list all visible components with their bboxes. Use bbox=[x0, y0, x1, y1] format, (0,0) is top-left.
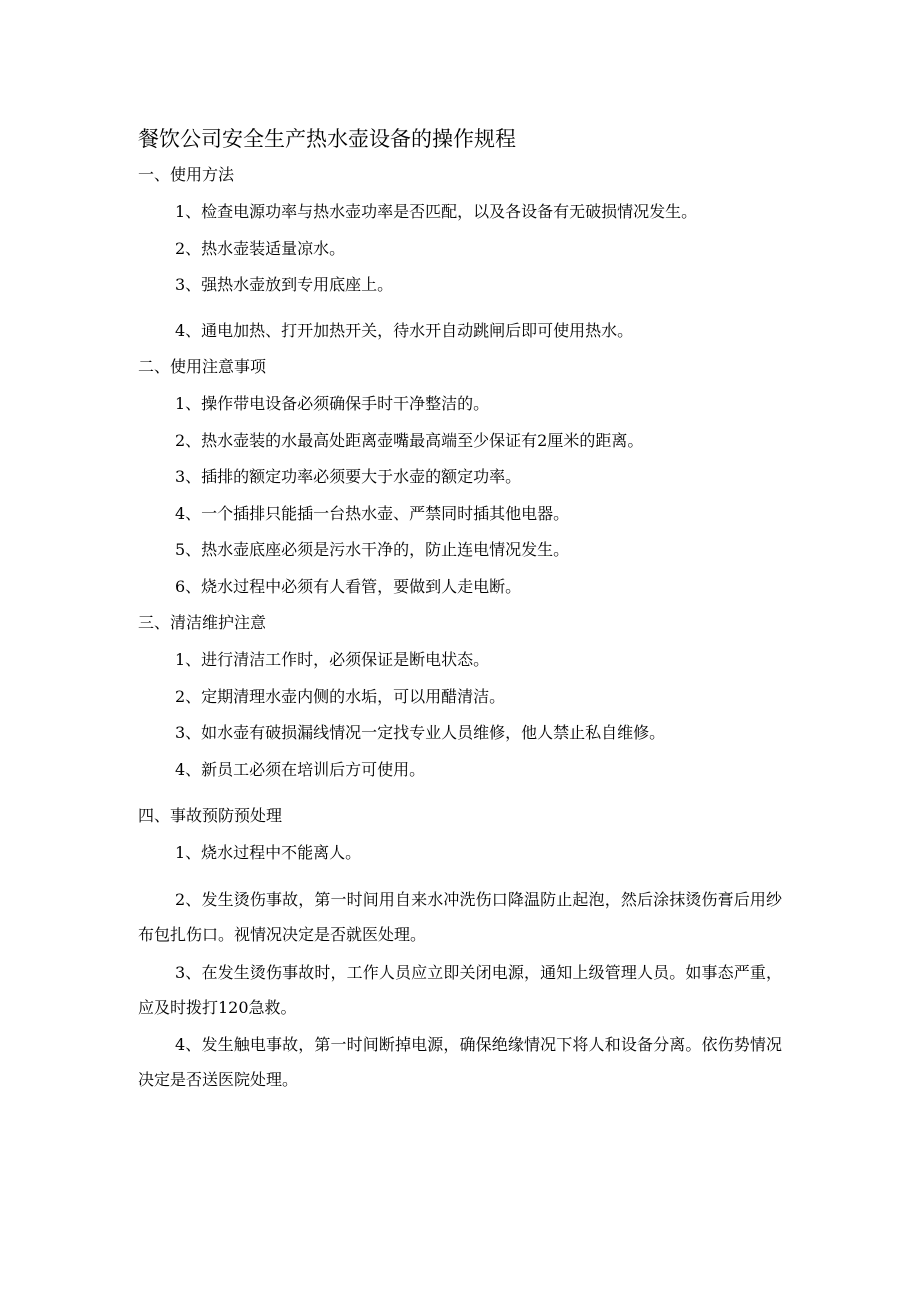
precaution-item-5: 5、热水壶底座必须是污水干净的，防止连电情况发生。 bbox=[175, 540, 570, 559]
accident-item-4: 4、发生触电事故，第一时间断掉电源，确保绝缘情况下将人和设备分离。依伤势情况决定是否送医院处理。 bbox=[138, 1035, 782, 1089]
usage-item-4: 4、通电加热、打开加热开关，待水开自动跳闸后即可使用热水。 bbox=[175, 321, 634, 340]
section-heading-accident: 四、事故预防预处理 bbox=[138, 806, 283, 825]
section-heading-usage: 一、使用方法 bbox=[138, 165, 235, 184]
cleaning-item-3: 3、如水壶有破损漏线情况一定找专业人员维修，他人禁止私自维修。 bbox=[175, 723, 666, 742]
accident-item-1: 1、烧水过程中不能离人。 bbox=[175, 843, 362, 862]
precaution-item-2: 2、热水壶装的水最高处距离壶嘴最高端至少保证有2厘米的距离。 bbox=[175, 431, 644, 450]
cleaning-item-2: 2、定期清理水壶内侧的水垢，可以用醋清洁。 bbox=[175, 687, 506, 706]
usage-item-3: 3、强热水壶放到专用底座上。 bbox=[175, 275, 394, 294]
cleaning-item-1: 1、进行清洁工作时，必须保证是断电状态。 bbox=[175, 650, 490, 669]
precaution-item-1: 1、操作带电设备必须确保手时干净整洁的。 bbox=[175, 394, 490, 413]
cleaning-item-4: 4、新员工必须在培训后方可使用。 bbox=[175, 760, 426, 779]
usage-item-1: 1、检查电源功率与热水壶功率是否匹配，以及各设备有无破损情况发生。 bbox=[175, 202, 698, 221]
precaution-item-4: 4、一个插排只能插一台热水壶、严禁同时插其他电器。 bbox=[175, 504, 570, 523]
precaution-item-6: 6、烧水过程中必须有人看管，要做到人走电断。 bbox=[175, 577, 522, 596]
usage-item-2: 2、热水壶装适量凉水。 bbox=[175, 239, 346, 258]
section-heading-cleaning: 三、清洁维护注意 bbox=[138, 613, 267, 632]
document-title: 餐饮公司安全生产热水壶设备的操作规程 bbox=[138, 127, 516, 151]
section-heading-precautions: 二、使用注意事项 bbox=[138, 357, 267, 376]
accident-item-2: 2、发生烫伤事故，第一时间用自来水冲洗伤口降温防止起泡，然后涂抹烫伤膏后用纱布包扎伤口。视情况决定是否就医处理。 bbox=[138, 890, 782, 944]
accident-item-3: 3、在发生烫伤事故时，工作人员应立即关闭电源，通知上级管理人员。如事态严重，应及时拨打120急救。 bbox=[138, 963, 782, 1017]
precaution-item-3: 3、插排的额定功率必须要大于水壶的额定功率。 bbox=[175, 467, 522, 486]
